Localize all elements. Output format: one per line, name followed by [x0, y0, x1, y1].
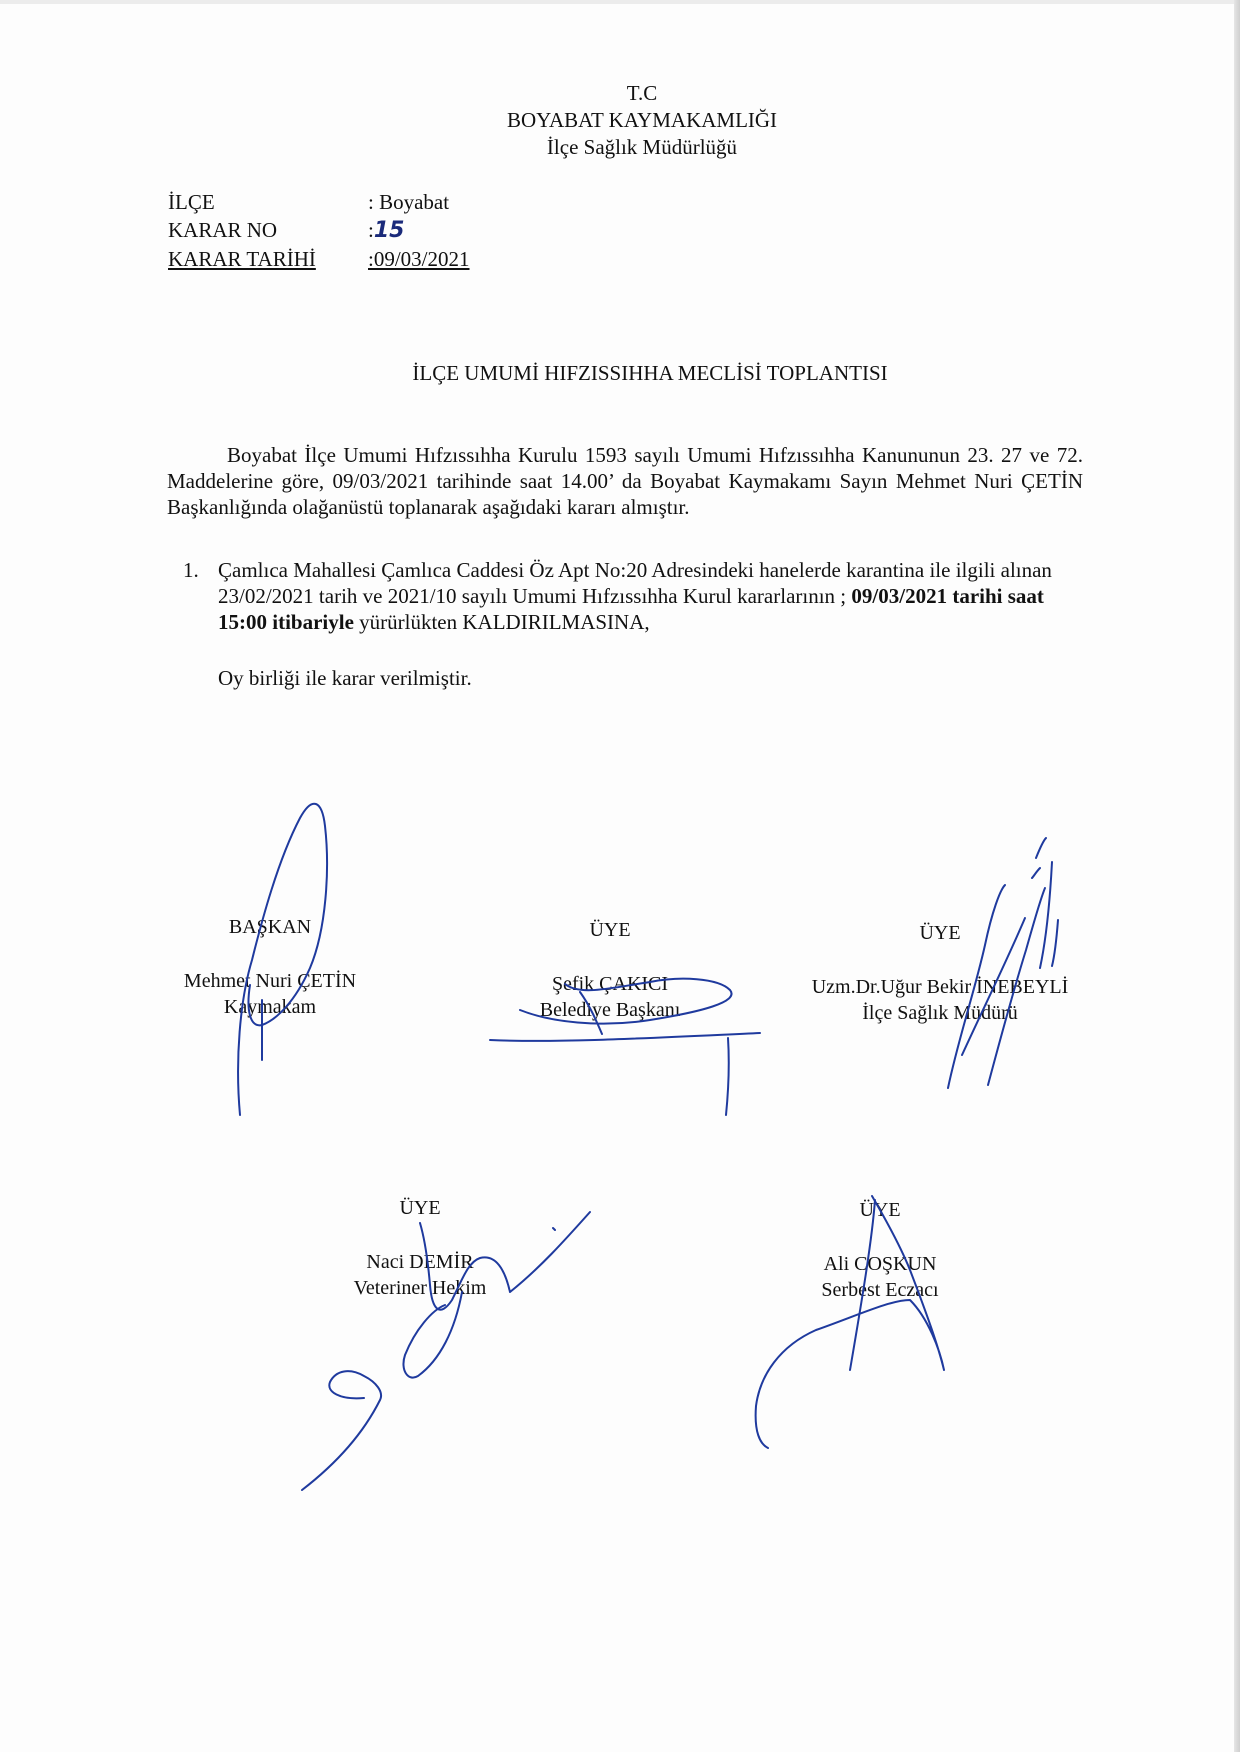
decision-effective-time: 09/03/2021 tarihi saat 15:00 itibariyle — [218, 584, 1044, 634]
signatory-role: ÜYE — [589, 919, 631, 941]
signature-block-uye-4 — [760, 1197, 1000, 1303]
signatory-name: Naci DEMİR — [366, 1251, 474, 1273]
signatory-title: Veteriner Hekim — [353, 1277, 487, 1299]
header-institution: BOYABAT KAYMAKAMLIĞI — [506, 108, 778, 132]
scan-border-right — [1234, 0, 1240, 1752]
signatory-title: Serbest Eczacı — [821, 1279, 939, 1301]
signatory-title: Kaymakam — [223, 996, 317, 1018]
handwritten-karar-no: 15 — [373, 218, 405, 243]
ilce-value: : Boyabat — [368, 190, 450, 214]
signature-block-uye-1 — [490, 917, 730, 1023]
scan-border-top — [0, 0, 1240, 4]
signatory-role: ÜYE — [859, 1199, 901, 1221]
decision-text: Çamlıca Mahallesi Çamlıca Caddesi Öz Apt No:20 Adresindeki hanelerde karantina ile ilgili alınan 23/02/2021 tarih ve 2021/10 sayılı Umumi Hıfzıssıhha Kurul kararlarının ; 09/03/2021 tarihi saat 15:00 itibariyle yürürlükten KALDIRILMASINA, — [218, 558, 1052, 634]
karar-tarihi-label: KARAR TARİHİ — [168, 247, 316, 271]
signatory-name: Mehmet Nuri ÇETİN — [183, 970, 357, 992]
signatory-role: ÜYE — [399, 1197, 441, 1219]
signatory-name: Ali COŞKUN — [823, 1253, 937, 1275]
karar-no-value: :15 — [368, 218, 405, 243]
signatory-role: BAŞKAN — [228, 916, 312, 938]
signature-block-uye-3 — [300, 1195, 540, 1301]
karar-no-label: KARAR NO — [168, 218, 278, 242]
signature-block-uye-2 — [785, 920, 1095, 1026]
document-title: İLÇE UMUMİ HIFZISSIHHA MECLİSİ TOPLANTISI — [412, 361, 888, 385]
signatory-name: Uzm.Dr.Uğur Bekir İNEBEYLİ — [811, 976, 1069, 998]
closing-statement: Oy birliği ile karar verilmiştir. — [218, 666, 472, 690]
signature-block-baskan — [150, 914, 390, 1020]
header-tc: T.C — [626, 81, 658, 105]
decision-number: 1. — [183, 558, 199, 582]
ilce-label: İLÇE — [168, 190, 215, 214]
intro-text: Boyabat İlçe Umumi Hıfzıssıhha Kurulu 1593 sayılı Umumi Hıfzıssıhha Kanununun 23. 27 ve 72. Maddelerine göre, 09/03/2021 tarihinde saat 14.00’ da Boyabat Kaymakamı Sayın Mehmet Nuri ÇETİN Başkanlığında olağanüstü toplanarak aşağıdaki kararı almıştır. — [167, 443, 1083, 519]
signatory-title: Belediye Başkanı — [539, 999, 681, 1021]
signatory-name: Şefik ÇAKICI — [551, 973, 669, 995]
header-department: İlçe Sağlık Müdürlüğü — [546, 135, 738, 159]
signatory-role: ÜYE — [919, 922, 961, 944]
intro-paragraph — [167, 442, 1083, 520]
karar-tarihi-value: :09/03/2021 — [368, 247, 470, 271]
signatory-title: İlçe Sağlık Müdürü — [862, 1002, 1018, 1024]
